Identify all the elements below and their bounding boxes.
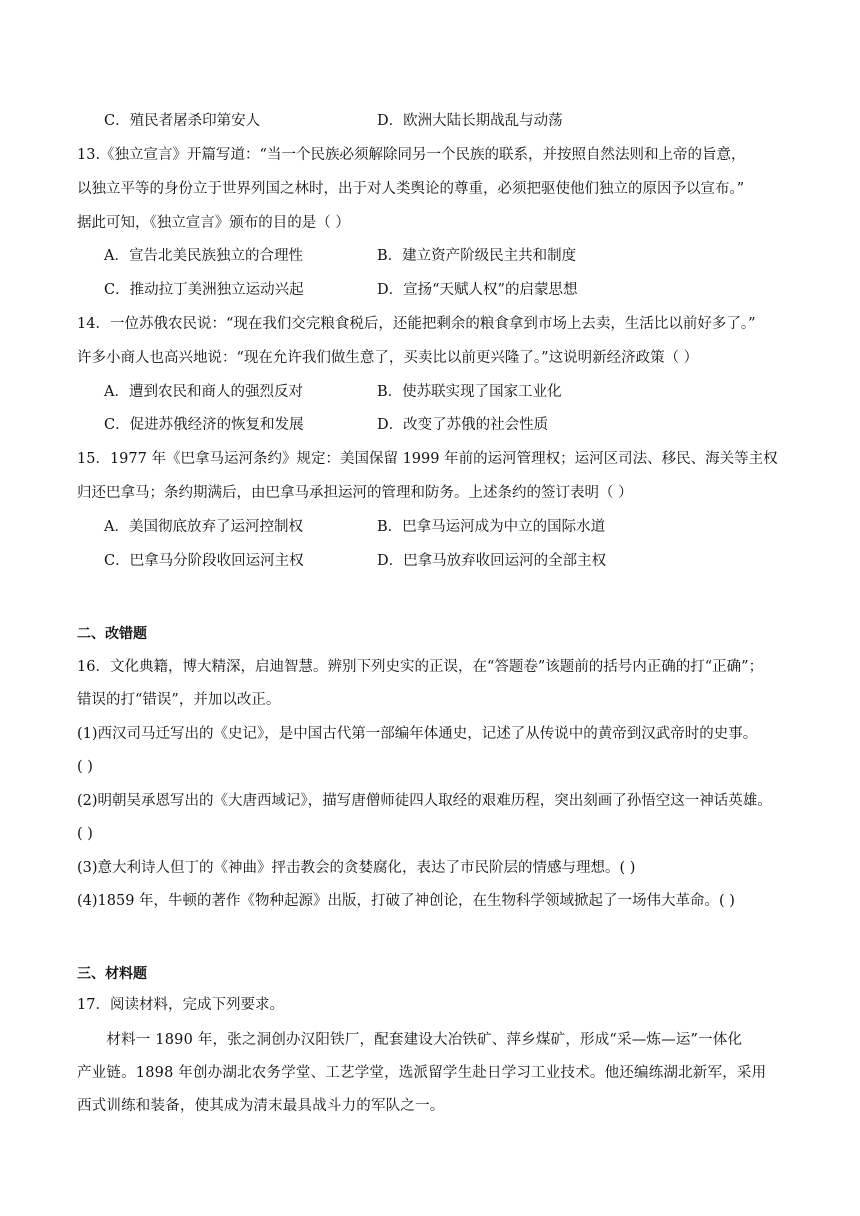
q16-item4: (4)1859 年，牛顿的著作《物种起源》出版，打破了神创论，在生物科学领域掀起了一场伟大革命。( ) — [77, 893, 735, 909]
q13-stem-line3: 据此可知，《独立宣言》颁布的目的是（ ） — [77, 215, 350, 231]
q17-stem: 17．阅读材料，完成下列要求。 — [77, 997, 284, 1013]
section3-heading: 三、材料题 — [77, 966, 147, 982]
q13-option-b: B．建立资产阶级民主共和制度 — [377, 248, 577, 264]
material1-line2: 产业链。1898 年创办湖北农务学堂、工艺学堂，选派留学生赴日学习工业技术。他还编练湖北新军，采用 — [77, 1065, 767, 1081]
q16-item2: (2)明朝吴承恩写出的《大唐西域记》，描写唐僧师徒四人取经的艰难历程，突出刻画了孙悟空这一神话英雄。 — [77, 793, 772, 809]
q15-option-d: D．巴拿马放弃收回运河的全部主权 — [377, 553, 607, 569]
q15-option-c: C．巴拿马分阶段收回运河主权 — [104, 553, 304, 569]
q14-stem-line2: 许多小商人也高兴地说：“现在允许我们做生意了，买卖比以前更兴隆了。”这说明新经济政策（ ） — [77, 350, 699, 366]
q16-item3: (3)意大利诗人但丁的《神曲》抨击教会的贪婪腐化，表达了市民阶层的情感与理想。( ) — [77, 860, 636, 876]
q13-option-c: C．推动拉丁美洲独立运动兴起 — [104, 282, 304, 298]
q12-option-c: C．殖民者屠杀印第安人 — [104, 113, 261, 129]
material1-line3: 西式训练和装备，使其成为清末最具战斗力的军队之一。 — [77, 1098, 445, 1114]
q15-stem-line2: 归还巴拿马；条约期满后，由巴拿马承担运河的管理和防务。上述条约的签订表明（ ） — [77, 485, 633, 501]
q16-item1: (1)西汉司马迁写出的《史记》，是中国古代第一部编年体通史，记述了从传说中的黄帝到汉武帝时的史事。 — [77, 726, 758, 742]
q13-stem-line1: 13.《独立宣言》开篇写道：“当一个民族必须解除同另一个民族的联系，并按照自然法则和上帝的旨意， — [77, 147, 746, 163]
q14-stem-line1: 14．一位苏俄农民说：“现在我们交完粮食税后，还能把剩余的粮食拿到市场上去卖，生活比以前好多了。” — [77, 316, 756, 332]
q16-item1-blank: ( ) — [77, 759, 93, 775]
q14-option-c: C．促进苏俄经济的恢复和发展 — [104, 417, 304, 433]
q13-option-a: A．宣告北美民族独立的合理性 — [104, 248, 303, 264]
q12-option-d: D．欧洲大陆长期战乱与动荡 — [377, 113, 563, 129]
q15-option-b: B．巴拿马运河成为中立的国际水道 — [377, 519, 606, 535]
q14-option-b: B．使苏联实现了国家工业化 — [377, 384, 562, 400]
q14-option-a: A．遭到农民和商人的强烈反对 — [104, 384, 303, 400]
q14-option-d: D．改变了苏俄的社会性质 — [377, 417, 549, 433]
q15-option-a: A．美国彻底放弃了运河控制权 — [104, 519, 303, 535]
q13-option-d: D．宣扬“天赋人权”的启蒙思想 — [377, 282, 578, 298]
q13-stem-line2: 以独立平等的身份立于世界列国之林时，出于对人类舆论的尊重，必须把驱使他们独立的原因予以宣布。” — [77, 181, 745, 197]
q16-stem-line2: 错误的打“错误”，并加以改正。 — [77, 692, 281, 708]
q16-item2-blank: ( ) — [77, 826, 93, 842]
section2-heading: 二、改错题 — [77, 626, 147, 642]
material1-line1: 材料一 1890 年，张之洞创办汉阳铁厂，配套建设大冶铁矿、萍乡煤矿，形成“采—炼—运”一体化 — [77, 1032, 743, 1048]
q15-stem-line1: 15．1977 年《巴拿马运河条约》规定：美国保留 1999 年前的运河管理权；运河区司法、移民、海关等主权 — [77, 451, 778, 467]
q16-stem-line1: 16．文化典籍，博大精深，启迪智慧。辨别下列史实的正误，在“答题卷”该题前的括号内正确的打“正确”； — [77, 659, 764, 675]
